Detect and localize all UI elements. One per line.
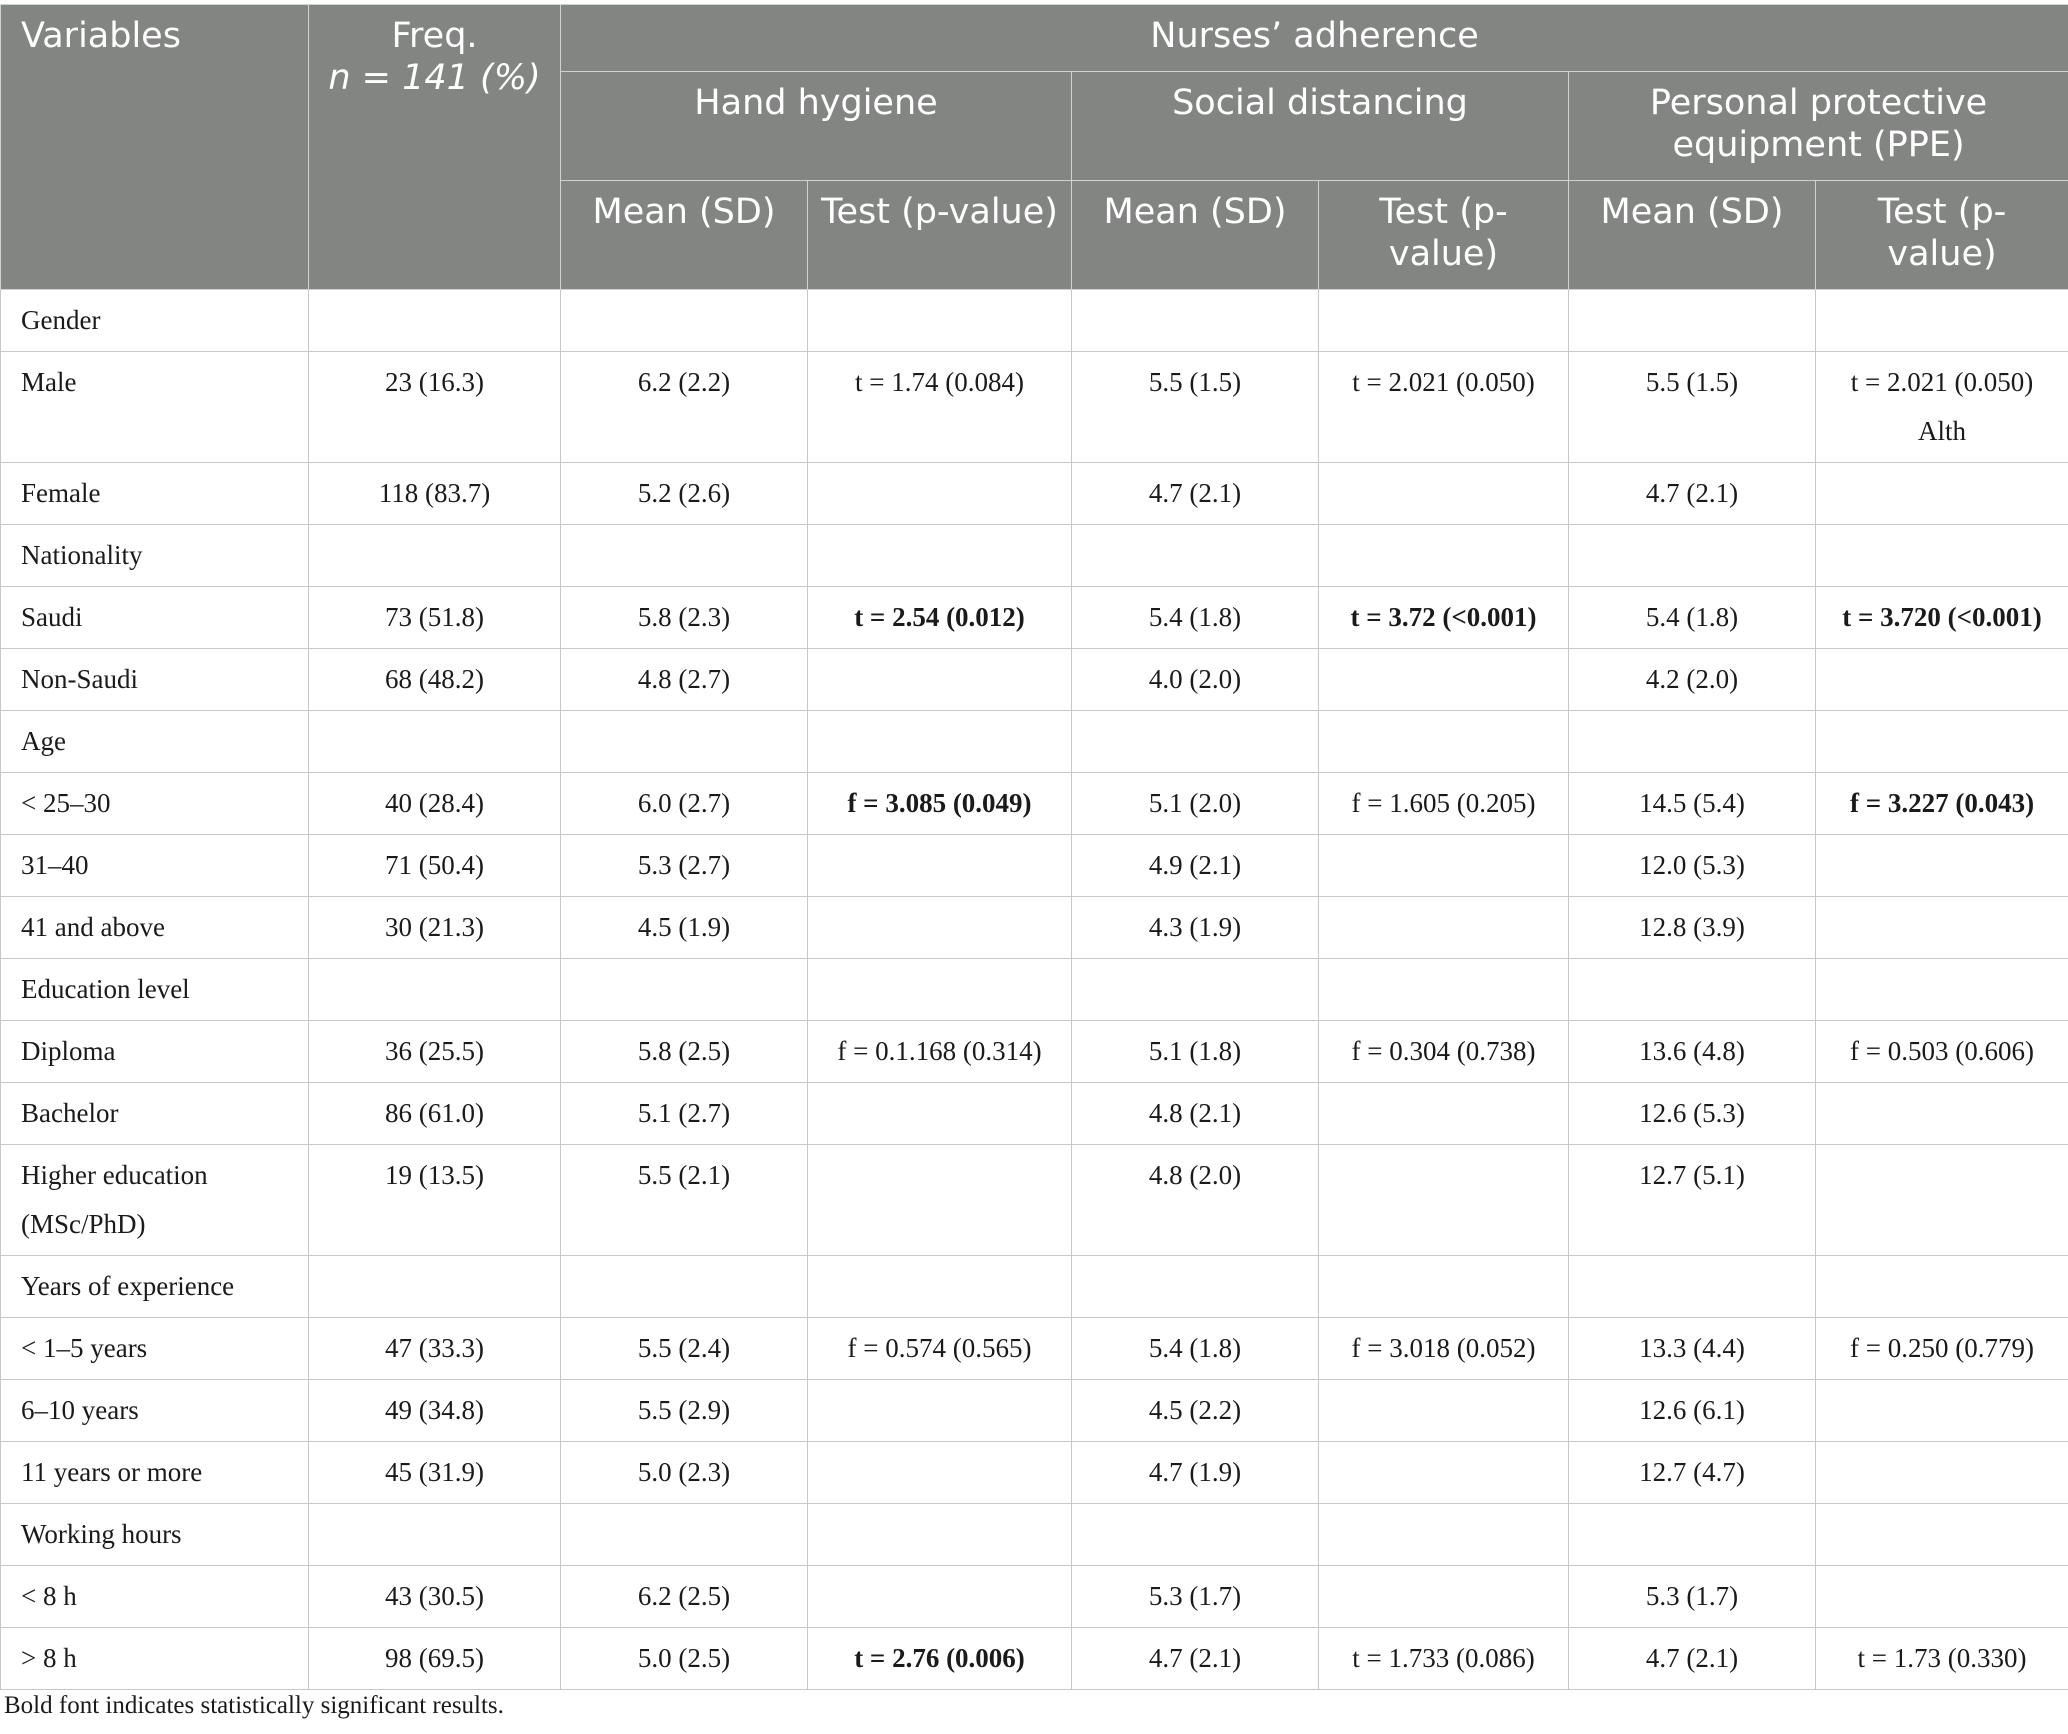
table-row	[1, 587, 2068, 649]
row-ppe-mean: 12.7 (5.1)	[1569, 1145, 1816, 1256]
row-ppe-test	[1816, 649, 2068, 711]
row-hh-mean	[561, 290, 808, 352]
row-ppe-test: t = 2.021 (0.050)	[1850, 367, 2034, 397]
row-sd-mean	[1072, 1504, 1319, 1566]
row-hh-mean: 5.2 (2.6)	[561, 463, 808, 525]
row-sd-mean: 4.8 (2.0)	[1072, 1145, 1319, 1256]
row-freq: 19 (13.5)	[309, 1145, 561, 1256]
row-hh-test	[808, 1145, 1072, 1256]
row-ppe-test	[1816, 1380, 2068, 1442]
row-hh-mean: 4.5 (1.9)	[561, 897, 808, 959]
row-hh-test	[808, 1504, 1072, 1566]
row-freq: 71 (50.4)	[309, 835, 561, 897]
row-sd-mean	[1072, 525, 1319, 587]
header-hh-mean: Mean (SD)	[561, 181, 808, 290]
row-freq	[309, 290, 561, 352]
row-sd-mean: 4.7 (1.9)	[1072, 1442, 1319, 1504]
header-hand-hygiene: Hand hygiene	[561, 72, 1072, 181]
header-variables: Variables	[1, 5, 309, 290]
row-ppe-test	[1816, 897, 2068, 959]
row-hh-test	[808, 1566, 1072, 1628]
row-variable: 11 years or more	[1, 1442, 309, 1504]
row-ppe-mean: 4.2 (2.0)	[1569, 649, 1816, 711]
row-variable: Female	[1, 463, 309, 525]
table-row	[1, 1083, 2068, 1145]
row-hh-mean: 6.2 (2.2)	[561, 352, 808, 463]
row-sd-mean	[1072, 711, 1319, 773]
row-ppe-test: t = 3.720 (<0.001)	[1816, 587, 2068, 649]
row-sd-mean: 5.1 (1.8)	[1072, 1021, 1319, 1083]
row-variable: Working hours	[1, 1504, 309, 1566]
header-sd-mean: Mean (SD)	[1072, 181, 1319, 290]
row-ppe-mean: 5.5 (1.5)	[1569, 352, 1816, 463]
row-hh-mean: 5.0 (2.3)	[561, 1442, 808, 1504]
row-ppe-test: f = 3.227 (0.043)	[1816, 773, 2068, 835]
row-sd-test: f = 0.304 (0.738)	[1319, 1021, 1569, 1083]
row-sd-mean	[1072, 959, 1319, 1021]
row-hh-mean: 5.0 (2.5)	[561, 1628, 808, 1690]
row-freq	[309, 711, 561, 773]
row-variable: > 8 h	[1, 1628, 309, 1690]
adherence-table	[0, 4, 2068, 1690]
header-ppe-test: Test (p-value)	[1816, 181, 2068, 290]
table-row	[1, 1442, 2068, 1504]
row-ppe-test	[1816, 959, 2068, 1021]
row-hh-test	[808, 463, 1072, 525]
row-variable: Age	[1, 711, 309, 773]
row-ppe-mean: 5.4 (1.8)	[1569, 587, 1816, 649]
row-ppe-mean	[1569, 1504, 1816, 1566]
row-freq: 73 (51.8)	[309, 587, 561, 649]
row-ppe-test-cell	[1816, 352, 2068, 463]
row-ppe-test	[1816, 1504, 2068, 1566]
table-row	[1, 649, 2068, 711]
row-ppe-test: f = 0.503 (0.606)	[1816, 1021, 2068, 1083]
header-sd-test: Test (p-value)	[1319, 181, 1569, 290]
row-variable: Non-Saudi	[1, 649, 309, 711]
header-hh-test: Test (p-value)	[808, 181, 1072, 290]
row-freq: 47 (33.3)	[309, 1318, 561, 1380]
row-ppe-mean: 12.7 (4.7)	[1569, 1442, 1816, 1504]
row-ppe-test	[1816, 711, 2068, 773]
row-hh-mean: 4.8 (2.7)	[561, 649, 808, 711]
row-ppe-mean: 5.3 (1.7)	[1569, 1566, 1816, 1628]
row-hh-mean	[561, 1504, 808, 1566]
header-social-distancing: Social distancing	[1072, 72, 1569, 181]
row-sd-test	[1319, 463, 1569, 525]
row-hh-test: t = 2.76 (0.006)	[808, 1628, 1072, 1690]
row-ppe-mean: 12.8 (3.9)	[1569, 897, 1816, 959]
row-sd-test	[1319, 1083, 1569, 1145]
row-ppe-test	[1816, 1256, 2068, 1318]
row-variable: < 8 h	[1, 1566, 309, 1628]
row-sd-test	[1319, 1566, 1569, 1628]
table-row	[1, 1256, 2068, 1318]
row-hh-mean: 5.3 (2.7)	[561, 835, 808, 897]
table-row	[1, 1504, 2068, 1566]
row-freq	[309, 1504, 561, 1566]
row-hh-test	[808, 1083, 1072, 1145]
row-ppe-mean	[1569, 711, 1816, 773]
row-ppe-mean: 13.3 (4.4)	[1569, 1318, 1816, 1380]
row-sd-test	[1319, 835, 1569, 897]
row-sd-test	[1319, 897, 1569, 959]
table-row	[1, 711, 2068, 773]
row-variable: Diploma	[1, 1021, 309, 1083]
row-ppe-mean: 14.5 (5.4)	[1569, 773, 1816, 835]
row-sd-test	[1319, 1380, 1569, 1442]
table-row	[1, 1628, 2068, 1690]
row-hh-test	[808, 649, 1072, 711]
row-sd-test: t = 2.021 (0.050)	[1319, 352, 1569, 463]
table-body	[1, 290, 2068, 1690]
row-hh-test	[808, 290, 1072, 352]
row-sd-mean: 5.5 (1.5)	[1072, 352, 1319, 463]
row-ppe-mean: 4.7 (2.1)	[1569, 463, 1816, 525]
table-row	[1, 959, 2068, 1021]
row-variable: 41 and above	[1, 897, 309, 959]
row-hh-test: f = 0.574 (0.565)	[808, 1318, 1072, 1380]
table-row	[1, 1318, 2068, 1380]
row-ppe-mean: 4.7 (2.1)	[1569, 1628, 1816, 1690]
row-variable: Male	[1, 352, 309, 463]
row-hh-test	[808, 711, 1072, 773]
table-row	[1, 290, 2068, 352]
row-sd-mean: 5.3 (1.7)	[1072, 1566, 1319, 1628]
row-hh-test	[808, 897, 1072, 959]
row-hh-mean	[561, 1256, 808, 1318]
row-freq: 86 (61.0)	[309, 1083, 561, 1145]
table-row	[1, 773, 2068, 835]
row-hh-test	[808, 959, 1072, 1021]
row-ppe-mean	[1569, 525, 1816, 587]
row-sd-test	[1319, 1504, 1569, 1566]
row-variable: < 1–5 years	[1, 1318, 309, 1380]
row-hh-mean	[561, 959, 808, 1021]
row-freq: 118 (83.7)	[309, 463, 561, 525]
row-ppe-test	[1816, 1566, 2068, 1628]
row-ppe-mean	[1569, 1256, 1816, 1318]
row-hh-test: f = 3.085 (0.049)	[808, 773, 1072, 835]
row-sd-test: f = 1.605 (0.205)	[1319, 773, 1569, 835]
row-freq: 49 (34.8)	[309, 1380, 561, 1442]
row-sd-test	[1319, 1442, 1569, 1504]
row-freq: 30 (21.3)	[309, 897, 561, 959]
row-variable: Education level	[1, 959, 309, 1021]
table-row	[1, 897, 2068, 959]
row-hh-test: t = 1.74 (0.084)	[808, 352, 1072, 463]
row-sd-mean: 4.5 (2.2)	[1072, 1380, 1319, 1442]
row-freq: 45 (31.9)	[309, 1442, 561, 1504]
row-sd-mean: 4.8 (2.1)	[1072, 1083, 1319, 1145]
row-ppe-mean: 12.6 (6.1)	[1569, 1380, 1816, 1442]
row-sd-test: f = 3.018 (0.052)	[1319, 1318, 1569, 1380]
row-sd-mean: 5.4 (1.8)	[1072, 587, 1319, 649]
header-nurses-adherence: Nurses’ adherence	[561, 5, 2068, 72]
row-ppe-test	[1816, 463, 2068, 525]
row-freq	[309, 525, 561, 587]
row-ppe-mean: 12.0 (5.3)	[1569, 835, 1816, 897]
row-freq: 40 (28.4)	[309, 773, 561, 835]
row-sd-test	[1319, 711, 1569, 773]
row-sd-test	[1319, 525, 1569, 587]
row-sd-mean	[1072, 290, 1319, 352]
row-sd-mean: 4.9 (2.1)	[1072, 835, 1319, 897]
row-sd-test	[1319, 1145, 1569, 1256]
row-sd-mean: 5.1 (2.0)	[1072, 773, 1319, 835]
row-sd-mean: 4.7 (2.1)	[1072, 463, 1319, 525]
row-sd-mean: 5.4 (1.8)	[1072, 1318, 1319, 1380]
table-header	[1, 5, 2068, 290]
row-variable: Bachelor	[1, 1083, 309, 1145]
row-hh-mean: 5.1 (2.7)	[561, 1083, 808, 1145]
row-freq: 43 (30.5)	[309, 1566, 561, 1628]
table-row	[1, 1566, 2068, 1628]
row-ppe-test	[1816, 1083, 2068, 1145]
row-ppe-note: Alth	[1918, 416, 1967, 446]
row-hh-mean: 5.5 (2.4)	[561, 1318, 808, 1380]
row-sd-mean: 4.7 (2.1)	[1072, 1628, 1319, 1690]
row-sd-mean	[1072, 1256, 1319, 1318]
row-freq: 23 (16.3)	[309, 352, 561, 463]
table-footnote: Bold font indicates statistically significant results.	[4, 1692, 504, 1719]
row-hh-mean	[561, 711, 808, 773]
table-row	[1, 1380, 2068, 1442]
row-sd-test	[1319, 290, 1569, 352]
table-row	[1, 1145, 2068, 1256]
row-hh-test	[808, 1256, 1072, 1318]
row-ppe-mean	[1569, 290, 1816, 352]
row-ppe-mean: 13.6 (4.8)	[1569, 1021, 1816, 1083]
row-ppe-test	[1816, 835, 2068, 897]
row-freq	[309, 959, 561, 1021]
row-hh-mean: 5.5 (2.1)	[561, 1145, 808, 1256]
row-hh-test	[808, 525, 1072, 587]
row-sd-mean: 4.3 (1.9)	[1072, 897, 1319, 959]
row-sd-mean: 4.0 (2.0)	[1072, 649, 1319, 711]
row-variable: Years of experience	[1, 1256, 309, 1318]
row-freq: 98 (69.5)	[309, 1628, 561, 1690]
row-sd-test: t = 1.733 (0.086)	[1319, 1628, 1569, 1690]
row-variable: Nationality	[1, 525, 309, 587]
row-ppe-mean: 12.6 (5.3)	[1569, 1083, 1816, 1145]
header-ppe-mean: Mean (SD)	[1569, 181, 1816, 290]
header-ppe: Personal protective equipment (PPE)	[1569, 72, 2068, 181]
row-hh-mean	[561, 525, 808, 587]
row-hh-mean: 5.5 (2.9)	[561, 1380, 808, 1442]
row-hh-test	[808, 1442, 1072, 1504]
row-freq: 68 (48.2)	[309, 649, 561, 711]
row-hh-test	[808, 1380, 1072, 1442]
row-ppe-test: f = 0.250 (0.779)	[1816, 1318, 2068, 1380]
row-variable: Gender	[1, 290, 309, 352]
row-sd-test	[1319, 649, 1569, 711]
row-ppe-mean	[1569, 959, 1816, 1021]
row-variable: Higher education (MSc/PhD)	[1, 1145, 309, 1256]
row-hh-test	[808, 835, 1072, 897]
row-ppe-test	[1816, 525, 2068, 587]
row-ppe-test	[1816, 1442, 2068, 1504]
table-row	[1, 463, 2068, 525]
header-freq	[309, 5, 561, 290]
table-row	[1, 352, 2068, 463]
row-hh-mean: 6.0 (2.7)	[561, 773, 808, 835]
table-row	[1, 1021, 2068, 1083]
table-row	[1, 835, 2068, 897]
row-hh-test: f = 0.1.168 (0.314)	[808, 1021, 1072, 1083]
row-hh-mean: 5.8 (2.3)	[561, 587, 808, 649]
row-hh-test: t = 2.54 (0.012)	[808, 587, 1072, 649]
row-sd-test: t = 3.72 (<0.001)	[1319, 587, 1569, 649]
table-row	[1, 525, 2068, 587]
header-freq-line2: n = 141 (%)	[328, 58, 541, 98]
row-freq: 36 (25.5)	[309, 1021, 561, 1083]
row-freq	[309, 1256, 561, 1318]
row-variable: 6–10 years	[1, 1380, 309, 1442]
header-freq-line1: Freq.	[391, 16, 478, 56]
row-variable: 31–40	[1, 835, 309, 897]
row-hh-mean: 6.2 (2.5)	[561, 1566, 808, 1628]
row-ppe-test	[1816, 1145, 2068, 1256]
row-variable: Saudi	[1, 587, 309, 649]
row-variable: < 25–30	[1, 773, 309, 835]
row-sd-test	[1319, 959, 1569, 1021]
row-ppe-test: t = 1.73 (0.330)	[1816, 1628, 2068, 1690]
row-hh-mean: 5.8 (2.5)	[561, 1021, 808, 1083]
row-sd-test	[1319, 1256, 1569, 1318]
row-ppe-test	[1816, 290, 2068, 352]
